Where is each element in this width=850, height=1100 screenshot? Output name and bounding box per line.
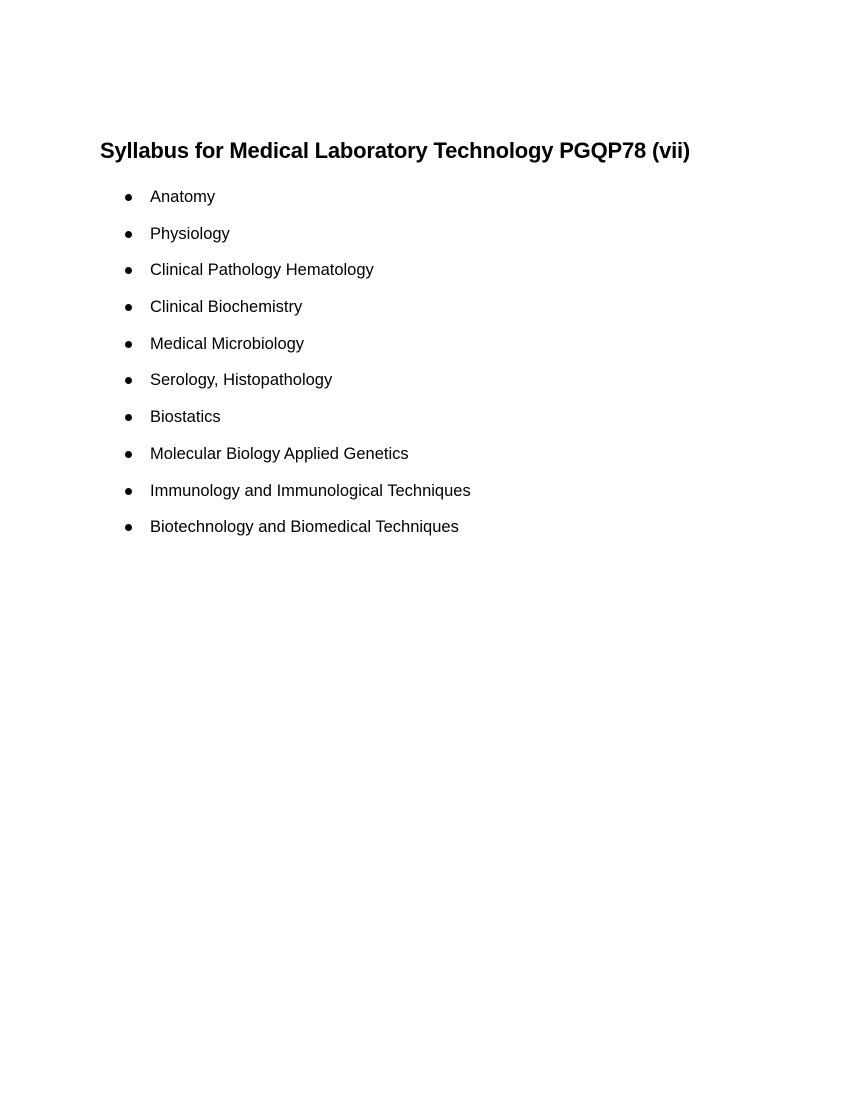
topic-label: Physiology (150, 224, 230, 243)
bullet-icon (125, 267, 132, 274)
topic-label: Biostatics (150, 408, 221, 427)
bullet-icon (125, 414, 132, 421)
bullet-icon (125, 377, 132, 384)
topic-label: Anatomy (150, 188, 216, 206)
topic-label: Medical Microbiology (150, 334, 305, 353)
topic-label: Molecular Biology Applied Genetics (150, 444, 409, 463)
topic-label: Clinical Pathology Hematology (150, 261, 374, 280)
bullet-icon (125, 451, 132, 458)
bullet-icon (125, 488, 132, 495)
bullet-icon (125, 231, 132, 238)
bullet-icon (125, 341, 132, 348)
page-title: Syllabus for Medical Laboratory Technology PGQP78 (vii) (100, 138, 691, 163)
topic-label: Serology, Histopathology (150, 371, 333, 390)
topic-label: Immunology and Immunological Techniques (150, 481, 471, 500)
bullet-icon (125, 194, 132, 201)
bullet-icon (125, 304, 132, 311)
topic-label: Biotechnology and Biomedical Techniques (150, 518, 459, 537)
bullet-icon (125, 524, 132, 531)
topic-label: Clinical Biochemistry (150, 298, 303, 317)
